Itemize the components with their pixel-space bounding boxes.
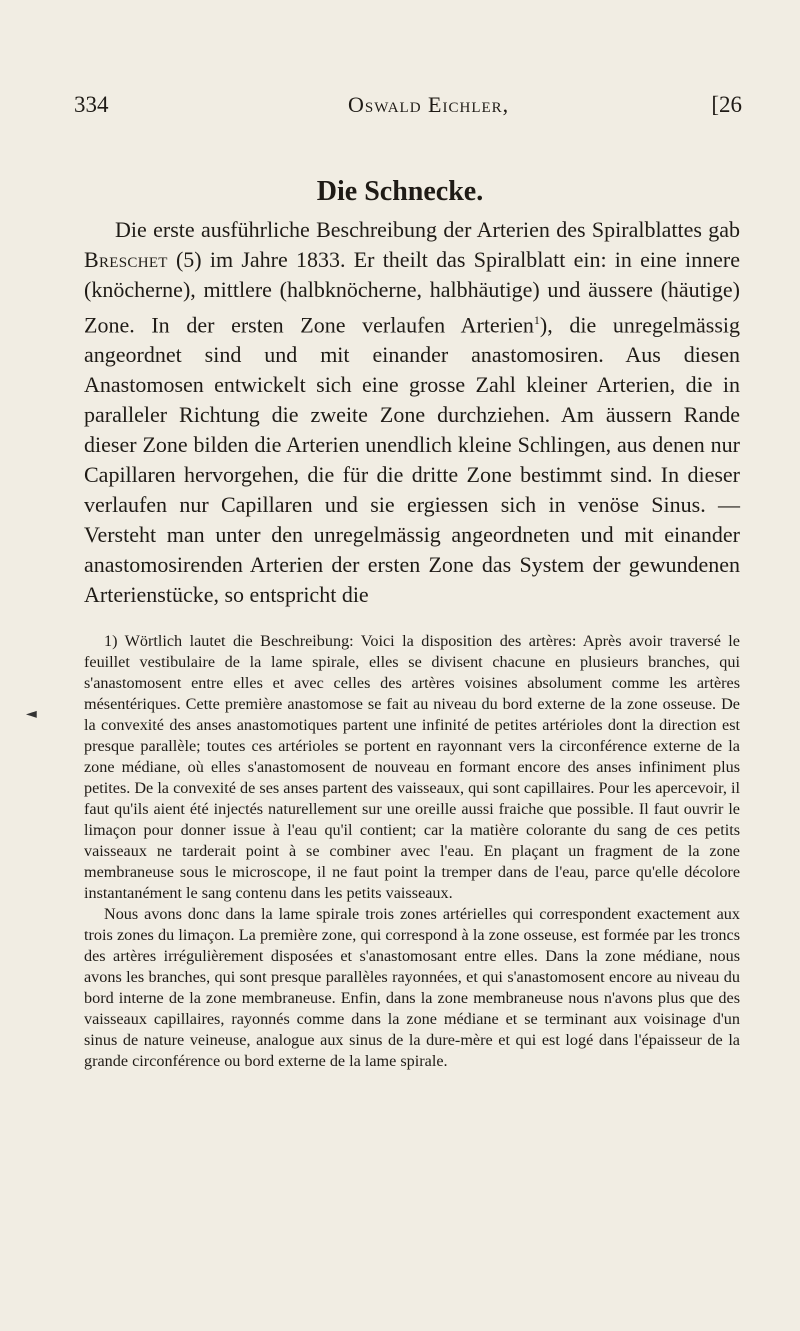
footnote-paragraph: 1) Wörtlich lautet die Beschreibung: Voici la disposition des artères: Après avoir traversé le feuillet vestibulaire de la lame spirale, elles se divisent chacune en plusieurs branches, qui s'anastomosent entre elles et avec celles des artères voisines absolument comme les artères mésentériques. Cette première anastomose se fait au niveau du bord externe de la zone osseuse. De la convexité des anses anastomotiques partent une infinité de petites artérioles dont la direction est presque parallèle; toutes ces artérioles se portent en rayonnant vers la circonférence externe de la zone médiane, où elles s'anastomosent de nouveau en formant encore des anses infiniment plus petites. De la convexité de ses anses partent des vaisseaux, qui sont capillaires. Pour les apercevoir, il faut qu'ils aient été injectés naturellement sur une oreille aussi fraiche que possible. Il faut ouvrir le limaçon pour donner issue à l'eau qu'il contient; car la matière colorante du sang de ces petits vaisseaux ne tarderait point à se combiner avec l'eau. En plaçant un fragment de la zone membraneuse sous le microscope, il ne faut point la tremper dans de l'eau, parce qu'elle décolore instantanément le sang contenu dans les petits vaisseaux. [84, 632, 740, 902]
page-header [74, 92, 742, 126]
footnote-reference: 1 [533, 313, 540, 327]
text-run: ), die unregelmässig angeordnet sind und mit einander anastomosiren. Aus diesen Anastomosen entwickelt sich eine grosse Zahl kleiner Arterien, die in paralleler Richtung die zweite Zone durchziehen. Am äussern Rande dieser Zone bilden die Arterien unendlich kleine Schlingen, aus denen nur Capillaren hervorgehen, die für die dritte Zone bestimmt sind. In dieser verlaufen nur Capillaren und sie ergiessen sich in venöse Sinus. — Versteht man unter den unregelmässig angeordneten und mit einander anastomosirenden Arterien der ersten Zone das System der gewundenen Arterienstücke, so entspricht die [84, 312, 740, 608]
bracket-page-number: [26 [711, 92, 742, 117]
running-head: Oswald Eichler, [348, 92, 510, 117]
author-name: Breschet [84, 247, 168, 272]
page-number: 334 [74, 92, 109, 117]
footnote-paragraph: Nous avons donc dans la lame spirale trois zones artérielles qui correspondent exactement aux trois zones du limaçon. La première zone, qui correspond à la zone osseuse, est formée par les troncs des artères irrégulièrement disposées et s'anastomosant entre elles. Dans la zone médiane, nous avons les branches, qui sont presque parallèles rayonnées, et qui s'anastomosent encore au niveau du bord interne de la zone membraneuse. Enfin, dans la zone membraneuse nous n'avons plus que des vaisseaux capillaires, rayonnés comme dans la zone médiane et se terminant aux voisinage d'un sinus de nature veineuse, analogue aux sinus de la dure-mère et qui est logé dans l'épaisseur de la grande circonférence ou bord externe de la lame spirale. [84, 905, 740, 1070]
main-text [84, 215, 740, 610]
margin-marker: ◄ [26, 706, 37, 722]
section-title: Die Schnecke. [316, 176, 484, 207]
text-run: Die erste ausführliche Beschreibung der Arterien des Spiralblattes gab [115, 217, 740, 242]
main-paragraph [84, 215, 740, 610]
footnote-block [84, 631, 740, 1072]
text-run: (5) im Jahre 1833. Er theilt das Spiralblatt ein: in eine innere (knöcherne), mittlere (halbknöcherne, halbhäutige) und äussere (häutige) Zone. In der ersten Zone verlaufen Arterien [84, 247, 740, 338]
